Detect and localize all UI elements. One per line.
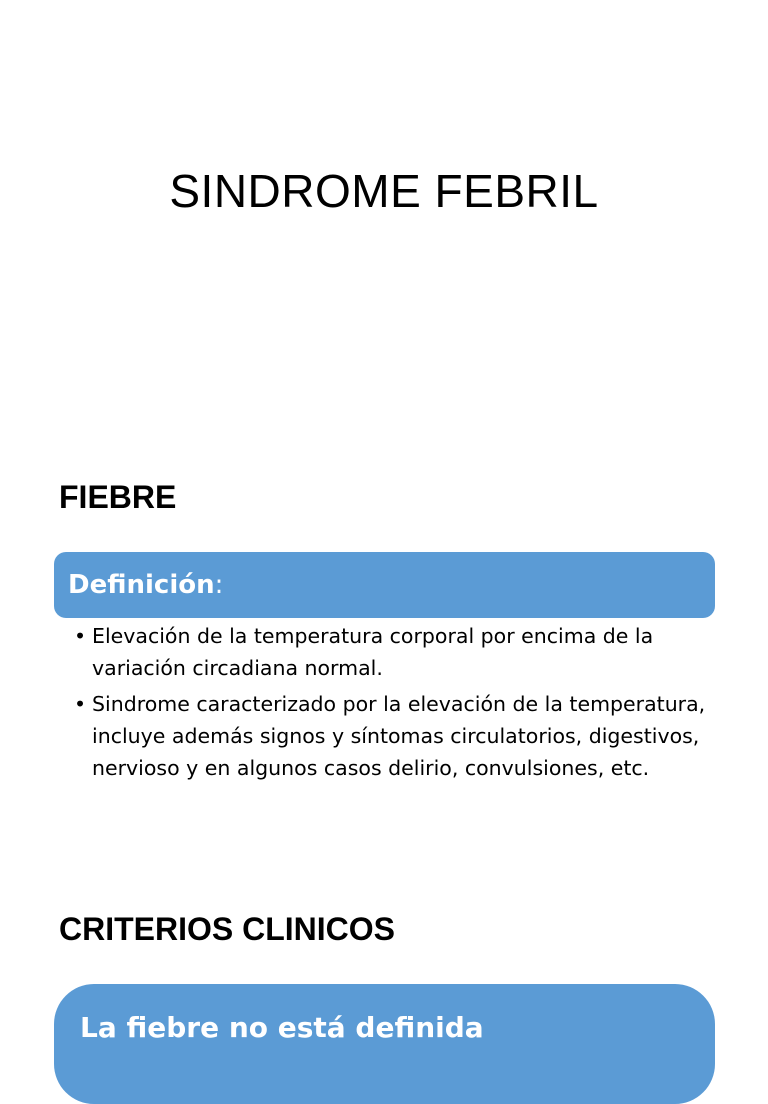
definition-bullet-item xyxy=(74,620,714,684)
bullet-dot-icon: • xyxy=(74,624,87,648)
criterios-heading: CRITERIOS CLINICOS xyxy=(59,911,396,947)
criterios-box xyxy=(54,984,715,1104)
slide-title: SINDROME FEBRIL xyxy=(169,165,599,217)
bullet-dot-icon: • xyxy=(74,692,87,716)
definition-label: Definición xyxy=(68,570,215,600)
definition-colon: : xyxy=(214,570,224,600)
definition-header-box xyxy=(54,552,715,618)
definition-bullet-list xyxy=(74,620,714,788)
fiebre-heading: FIEBRE xyxy=(59,479,177,515)
definition-bullet-item xyxy=(74,688,714,784)
definition-bullet-text: Elevación de la temperatura corporal por encima de la variación circadiana normal. xyxy=(92,624,654,680)
criterios-box-text: La fiebre no está definida xyxy=(80,1011,484,1044)
definition-bullet-text: Sindrome caracterizado por la elevación de la temperatura, incluye además signos y síntomas circulatorios, digestivos, nervioso y en algunos casos delirio, convulsiones, etc. xyxy=(92,692,706,780)
